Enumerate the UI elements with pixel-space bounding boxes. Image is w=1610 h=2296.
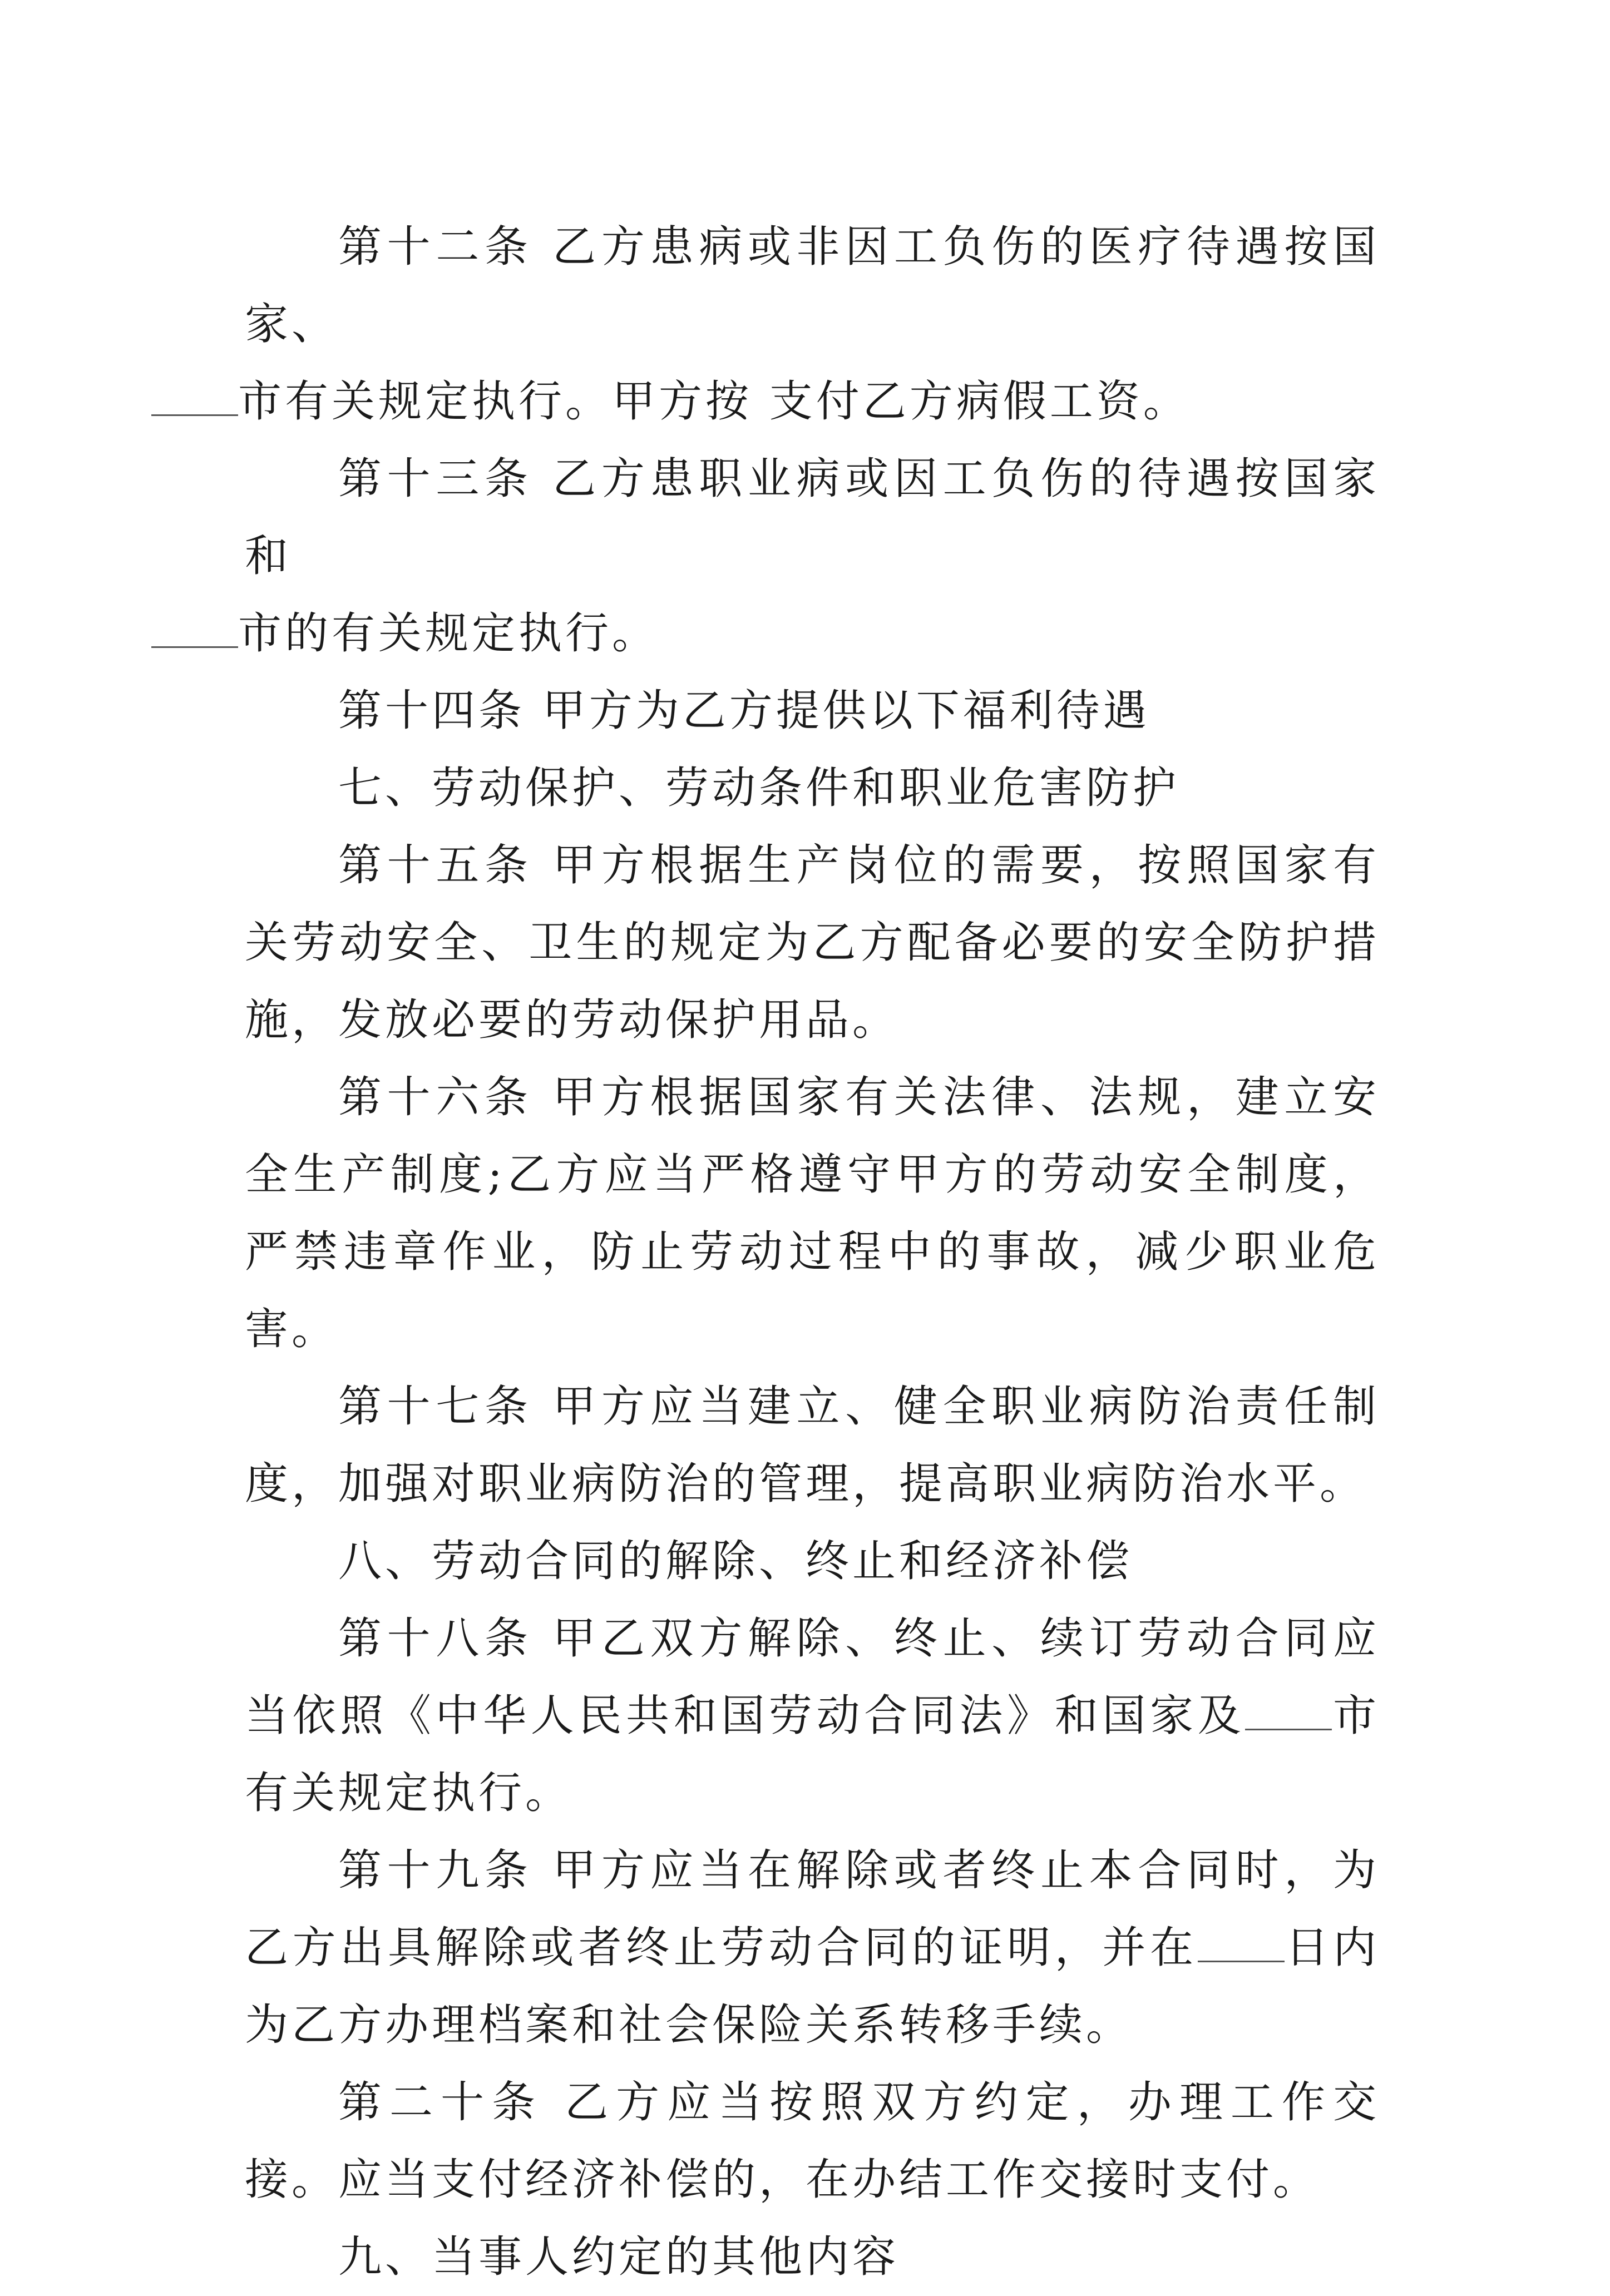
blank-line[interactable] — [1198, 1927, 1285, 1962]
article-14: 第十四条 甲方为乙方提供以下福利待遇 — [338, 686, 1150, 736]
article-18-text-b: 市有关规定执行。 — [245, 1691, 1380, 1818]
blank-line[interactable] — [151, 613, 238, 648]
article-12-text-a: 第十二条 乙方患病或非因工负伤的医疗待遇按国家、 — [245, 222, 1380, 349]
article-16: 第十六条 甲方根据国家有关法律、法规，建立安全生产制度;乙方应当严格遵守甲方的劳动安全制度，严禁违章作业，防止劳动过程中的事故，减少职业危害。 — [245, 1072, 1380, 1354]
article-12 — [238, 209, 1380, 441]
article-20: 第二十条 乙方应当按照双方约定，办理工作交接。应当支付经济补偿的，在办结工作交接时支付。 — [245, 2077, 1380, 2205]
article-13-text-a: 第十三条 乙方患职业病或因工负伤的待遇按国家和 — [245, 454, 1380, 581]
article-18 — [245, 1600, 1380, 1832]
article-15: 第十五条 甲方根据生产岗位的需要，按照国家有关劳动安全、卫生的规定为乙方配备必要的安全防护措施，发放必要的劳动保护用品。 — [245, 840, 1380, 1045]
document-body — [238, 209, 1380, 2296]
section-7-heading: 七、劳动保护、劳动条件和职业危害防护 — [338, 763, 1180, 813]
article-19-text-a: 第十九条 甲方应当在解除或者终止本合同时，为乙方出具解除或者终止劳动合同的证明，并在 — [245, 1845, 1380, 1973]
section-9-heading: 九、当事人约定的其他内容 — [338, 2232, 900, 2282]
blank-line[interactable] — [151, 381, 238, 416]
article-13-text-b: 市的有关规定执行。 — [238, 608, 659, 659]
article-12-text-b: 市有关规定执行。甲方按 支付乙方病假工资。 — [238, 377, 1190, 427]
article-13 — [238, 441, 1380, 672]
blank-line[interactable] — [1245, 1695, 1332, 1730]
section-8-heading: 八、劳动合同的解除、终止和经济补偿 — [338, 1536, 1133, 1586]
article-17: 第十七条 甲方应当建立、健全职业病防治责任制度，加强对职业病防治的管理，提高职业病防治水平。 — [245, 1382, 1380, 1509]
article-19-text-b: 日内为乙方办理档案和社会保险关系转移手续。 — [245, 1923, 1380, 2050]
article-19 — [245, 1832, 1380, 2064]
article-18-text-a: 第十八条 甲乙双方解除、终止、续订劳动合同应当依照《中华人民共和国劳动合同法》和国家及 — [245, 1614, 1380, 1741]
